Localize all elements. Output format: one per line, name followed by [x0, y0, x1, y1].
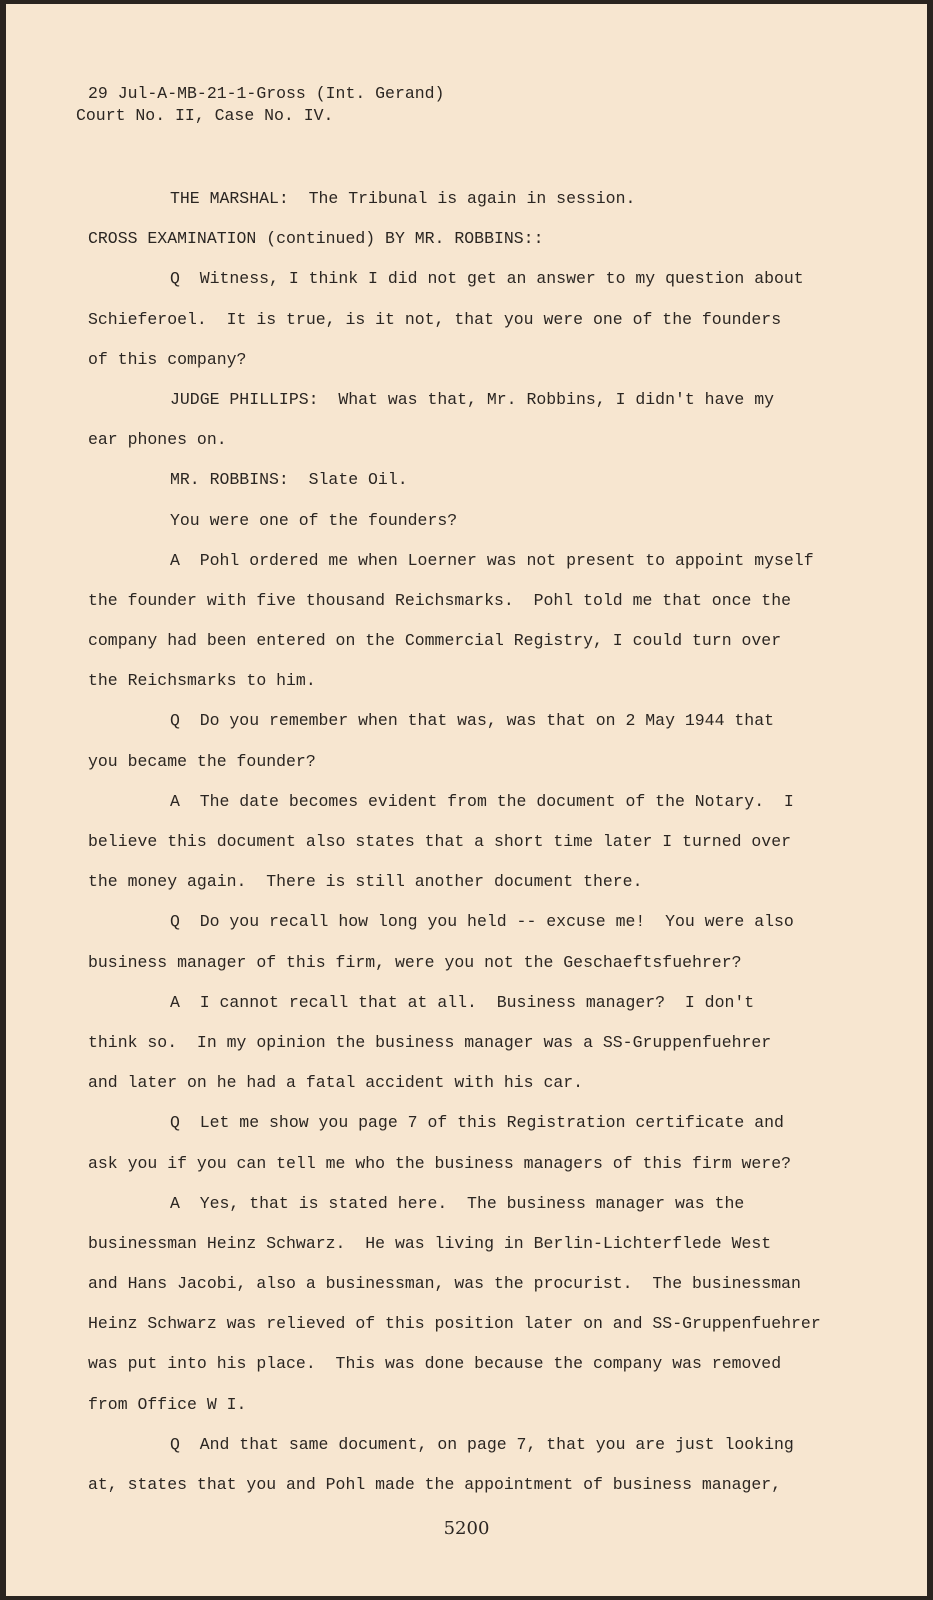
transcript-line: ear phones on.	[88, 430, 227, 450]
header-reference: 29 Jul-A-MB-21-1-Gross (Int. Gerand)	[88, 84, 445, 103]
transcript-line: company had been entered on the Commercial Registry, I could turn over	[88, 631, 782, 651]
transcript-line: you became the founder?	[88, 751, 316, 771]
transcript-line: JUDGE PHILLIPS: What was that, Mr. Robbins, I didn't have my	[170, 389, 774, 409]
transcript-line: Q Let me show you page 7 of this Registration certificate and	[170, 1113, 784, 1133]
transcript-line: ask you if you can tell me who the business managers of this firm were?	[88, 1153, 792, 1173]
transcript-line: of this company?	[88, 349, 247, 369]
transcript-line: and later on he had a fatal accident with his car.	[88, 1073, 584, 1093]
transcript-line: and Hans Jacobi, also a businessman, was the procurist. The businessman	[88, 1274, 801, 1294]
transcript-line: A Yes, that is stated here. The business manager was the	[170, 1193, 745, 1213]
transcript-line: think so. In my opinion the business manager was a SS-Gruppenfuehrer	[88, 1032, 772, 1052]
transcript-line: Q Witness, I think I did not get an answer to my question about	[170, 269, 804, 289]
transcript-line: business manager of this firm, were you not the Geschaeftsfuehrer?	[88, 952, 742, 972]
transcript-line: believe this document also states that a short time later I turned over	[88, 832, 792, 851]
page-number: 5200	[443, 1518, 490, 1539]
transcript-line: THE MARSHAL: The Tribunal is again in session.	[170, 189, 636, 208]
transcript-line: Schieferoel. It is true, is it not, that you were one of the founders	[88, 309, 782, 329]
transcript-line: Q Do you recall how long you held -- excuse me! You were also	[170, 912, 794, 932]
transcript-line: the Reichsmarks to him.	[88, 671, 316, 691]
transcript-line: the founder with five thousand Reichsmarks. Pohl told me that once the	[88, 590, 792, 610]
transcript-line: A I cannot recall that at all. Business manager? I don't	[170, 992, 755, 1012]
transcript-line: at, states that you and Pohl made the appointment of business manager,	[88, 1475, 782, 1494]
transcript-line: was put into his place. This was done because the company was removed	[88, 1354, 782, 1374]
transcript-line: A Pohl ordered me when Loerner was not present to appoint myself	[170, 550, 814, 570]
transcript-line: from Office W I.	[88, 1394, 247, 1414]
transcript-line: Q Do you remember when that was, was that on 2 May 1944 that	[170, 711, 774, 731]
transcript-line: the money again. There is still another document there.	[88, 872, 643, 892]
transcript-line: You were one of the founders?	[170, 510, 458, 530]
transcript-line: Q And that same document, on page 7, that you are just looking	[170, 1434, 794, 1454]
transcript-body	[88, 179, 878, 1505]
transcript-line: A The date becomes evident from the document of the Notary. I	[170, 791, 794, 811]
header-court-case: Court No. II, Case No. IV.	[76, 106, 334, 125]
document-header	[76, 83, 444, 127]
transcript-line: CROSS EXAMINATION (continued) BY MR. ROBBINS::	[88, 229, 544, 249]
transcript-line: MR. ROBBINS: Slate Oil.	[170, 470, 408, 490]
transcript-line: Heinz Schwarz was relieved of this position later on and SS-Gruppenfuehrer	[88, 1314, 821, 1334]
transcript-line: businessman Heinz Schwarz. He was living in Berlin-Lichterflede West	[88, 1233, 772, 1253]
